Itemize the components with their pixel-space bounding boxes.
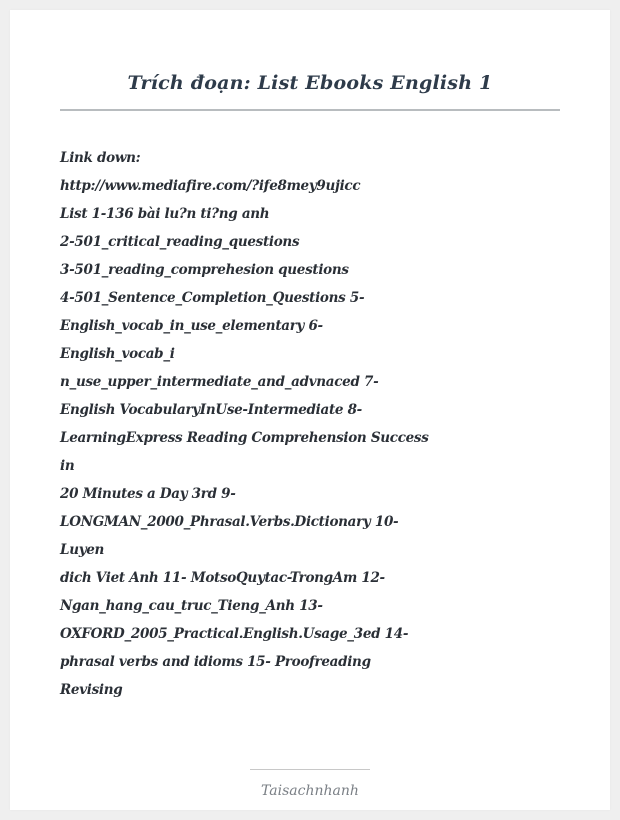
text-line: in: [60, 458, 75, 474]
text-line: Revising: [60, 682, 123, 698]
text-line-link-url[interactable]: http://www.mediafire.com/?ife8mey9ujicc: [60, 178, 361, 194]
text-line-link-label: Link down:: [60, 150, 141, 166]
text-line: English_vocab_i: [60, 346, 175, 362]
text-line: LearningExpress Reading Comprehension Success: [60, 430, 429, 446]
text-line: phrasal verbs and idioms 15- Proofreading: [60, 654, 371, 670]
text-line: LONGMAN_2000_Phrasal.Verbs.Dictionary 10-: [60, 514, 399, 530]
footer-divider: [250, 769, 370, 770]
text-line: 2-501_critical_reading_questions: [60, 234, 300, 250]
document-page: [10, 10, 610, 810]
text-line: OXFORD_2005_Practical.English.Usage_3ed 14-: [60, 626, 409, 642]
text-line: List 1-136 bài lu?n ti?ng anh: [60, 206, 270, 222]
text-line: 3-501_reading_comprehesion questions: [60, 262, 349, 278]
text-line: English_vocab_in_use_elementary 6-: [60, 318, 323, 334]
text-line: 20 Minutes a Day 3rd 9-: [60, 486, 236, 502]
text-line: Luyen: [60, 542, 105, 558]
document-body: [60, 144, 560, 704]
text-line: 4-501_Sentence_Completion_Questions 5-: [60, 290, 365, 306]
page-title: Trích đoạn: List Ebooks English 1: [127, 72, 493, 94]
text-line: n_use_upper_intermediate_and_advnaced 7-: [60, 374, 379, 390]
text-line: dich Viet Anh 11- MotsoQuytac-TrongAm 12-: [60, 570, 385, 586]
footer-brand: Taisachnhanh: [261, 783, 359, 799]
text-line: Ngan_hang_cau_truc_Tieng_Anh 13-: [60, 598, 323, 614]
text-line: English VocabularyInUse-Intermediate 8-: [60, 402, 362, 418]
title-divider: [60, 109, 560, 111]
